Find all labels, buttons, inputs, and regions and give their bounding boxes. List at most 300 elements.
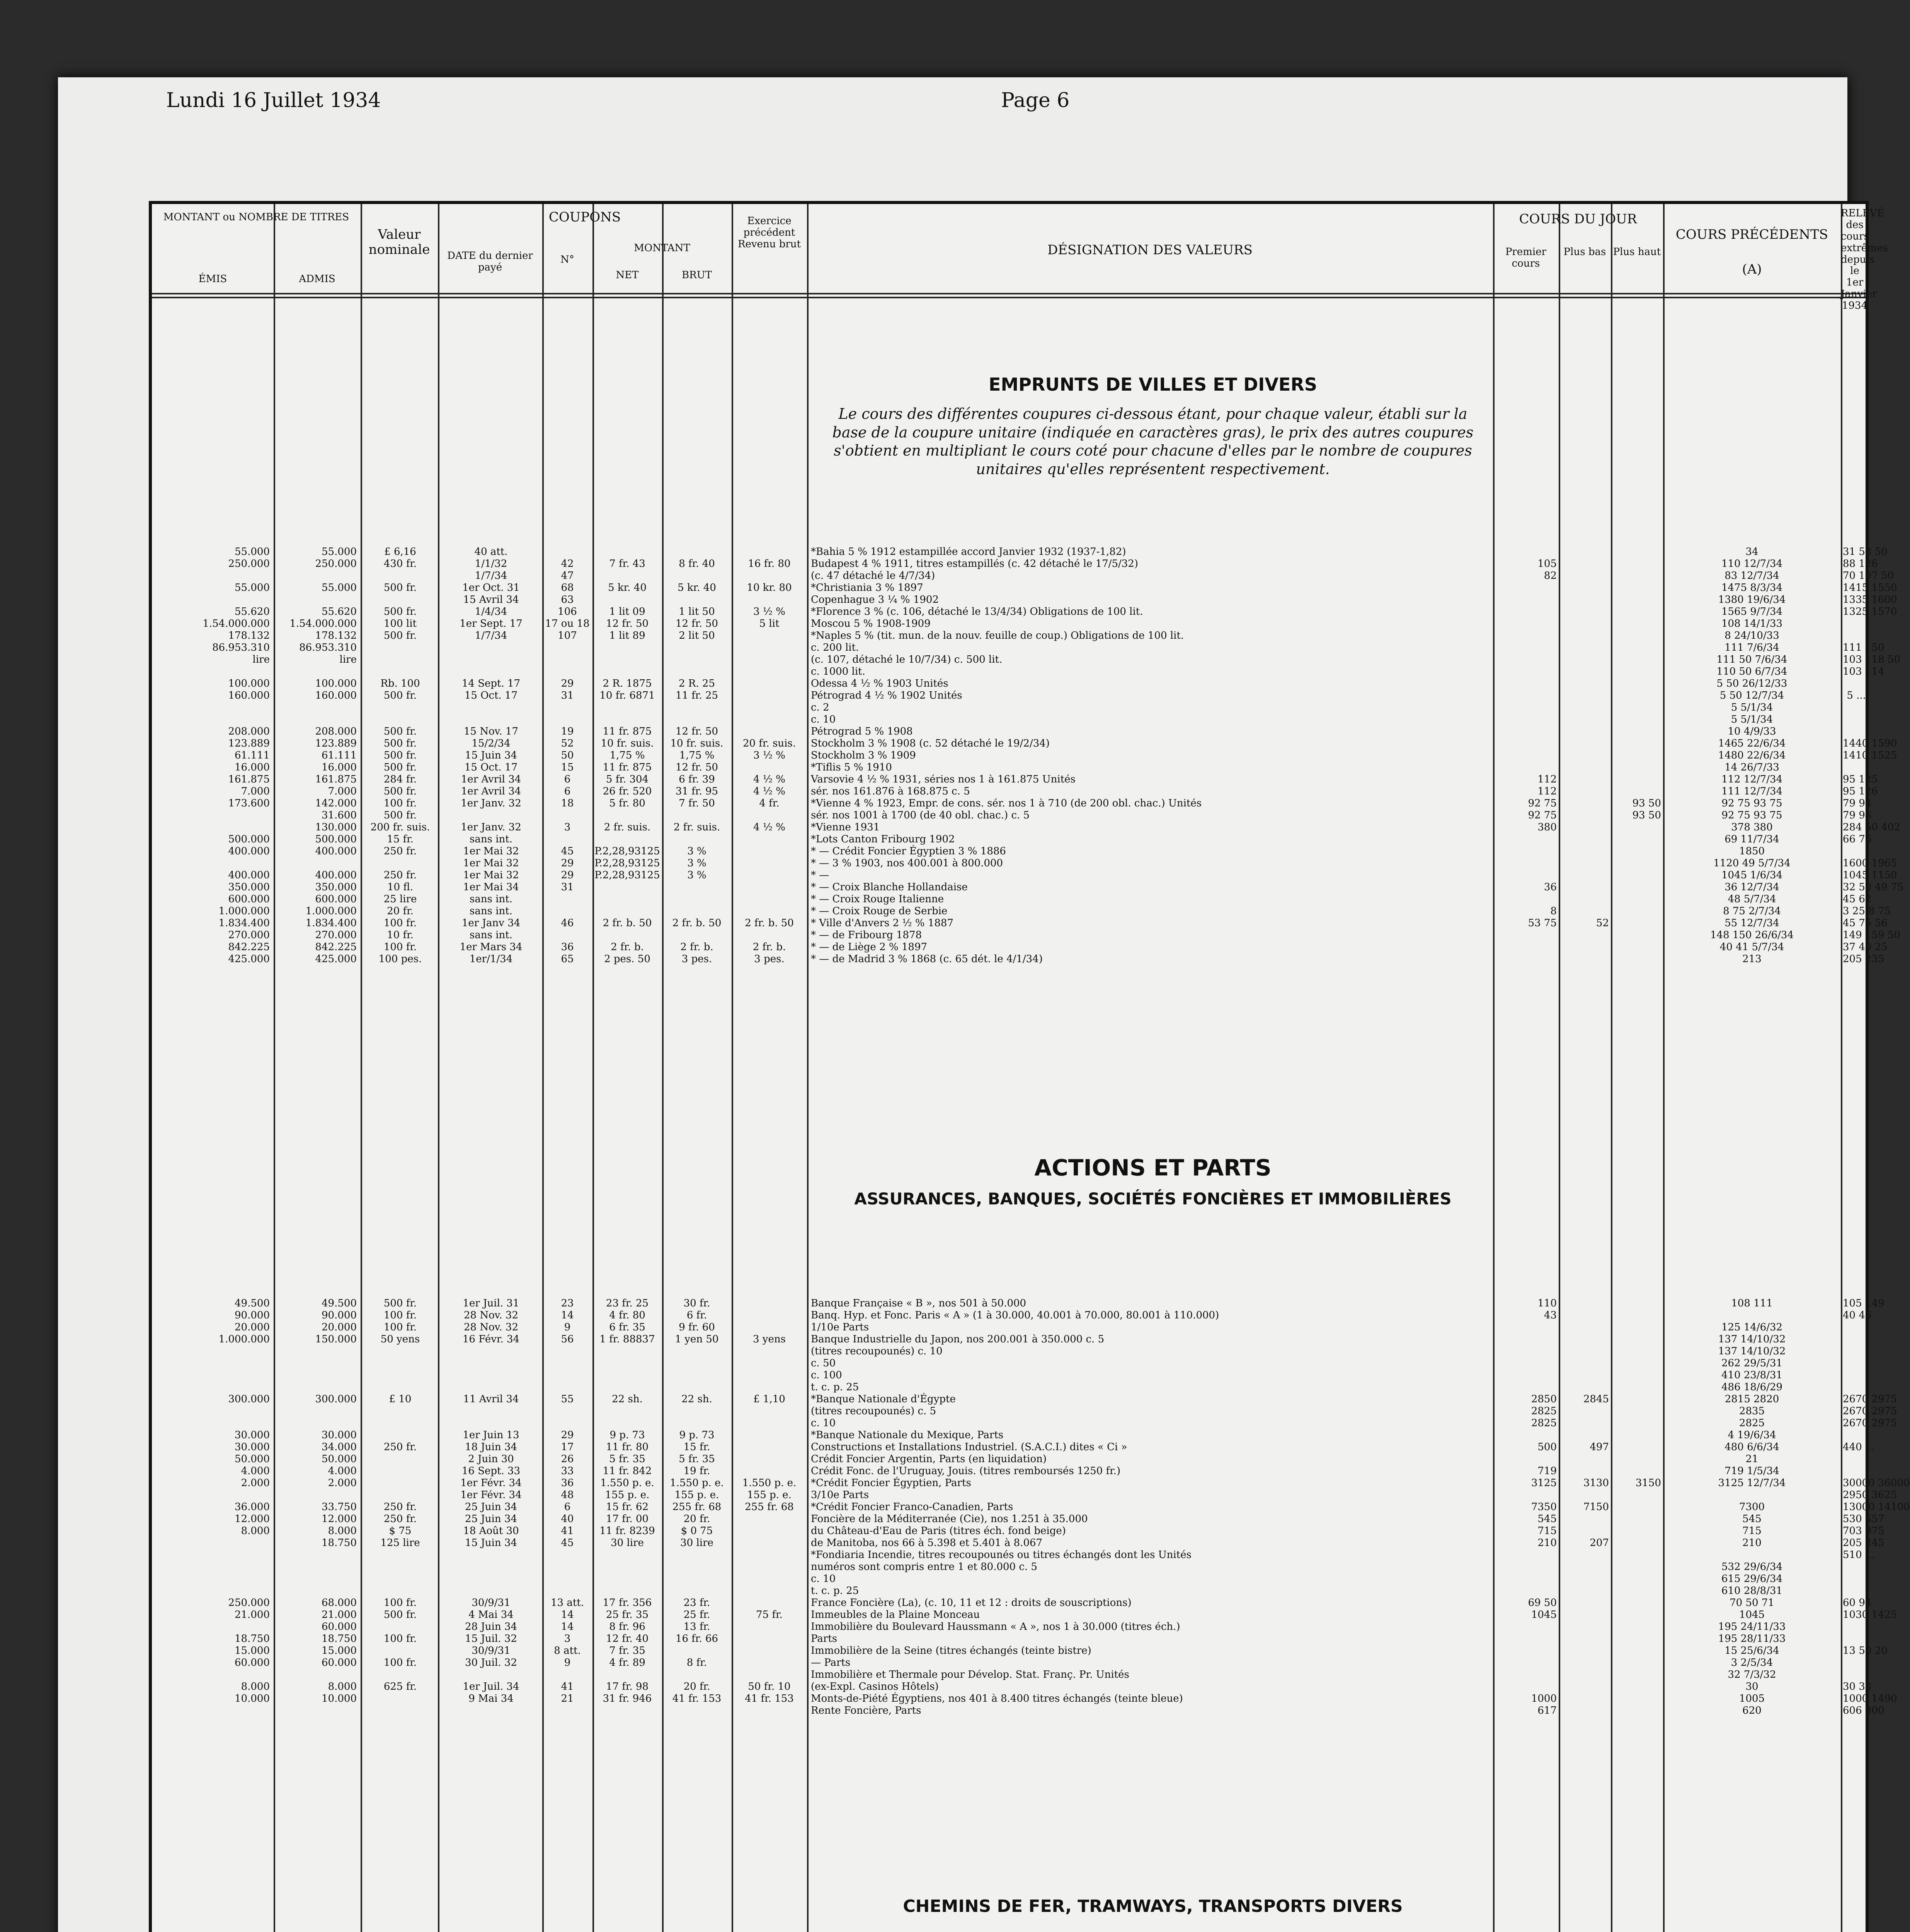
cell-valeur: 200 fr. suis. — [370, 821, 430, 833]
cell-releve: 95 125 — [1843, 774, 1878, 785]
header-cours-precedents: COURS PRÉCÉDENTS — [1675, 227, 1828, 242]
cell-admis: 61.111 — [322, 750, 357, 761]
cell-valeur: 10 fl. — [387, 881, 413, 893]
cell-admis: 270.000 — [315, 929, 357, 941]
cell-cours-precedents: 615 29/6/34 — [1721, 1573, 1783, 1585]
cell-admis: 18.750 — [322, 1633, 357, 1645]
cell-designation: Stockholm 3 % 1909 — [811, 750, 916, 761]
cell-net: 11 fr. 875 — [603, 726, 652, 737]
cell-net: 25 fr. 35 — [606, 1609, 649, 1621]
cell-releve: 103 118 50 — [1843, 654, 1900, 665]
cell-brut: $ 0 75 — [681, 1525, 713, 1537]
cell-cours-precedents: 40 41 5/7/34 — [1719, 941, 1784, 953]
table-row — [152, 1597, 1872, 1609]
cell-cours-precedents: 4 19/6/34 — [1728, 1429, 1776, 1441]
cell-cours-precedents: 111 7/6/34 — [1724, 642, 1779, 653]
cell-valeur: 500 fr. — [383, 750, 417, 761]
table-row — [152, 786, 1878, 798]
header-exercice: Exercice précédent Revenu brut — [737, 215, 801, 250]
table-row — [152, 1333, 1866, 1345]
cell-revenu: 75 fr. — [756, 1609, 783, 1621]
cell-brut: 1 lit 50 — [679, 606, 715, 617]
cell-cours-precedents: 715 — [1742, 1525, 1762, 1537]
cell-valeur: £ 10 — [389, 1393, 412, 1405]
cell-brut: 16 fr. 66 — [675, 1633, 718, 1645]
section-chemins-title: CHEMINS DE FER, TRAMWAYS, TRANSPORTS DIVERS — [903, 1896, 1403, 1916]
cell-date-coupon: 1er Oct. 31 — [462, 582, 520, 594]
cell-emis: 20.000 — [235, 1321, 270, 1333]
cell-cours-precedents: 620 — [1742, 1705, 1762, 1716]
cell-releve: 205 235 — [1843, 953, 1884, 965]
cell-date-coupon: 1er Mai 32 — [463, 869, 519, 881]
cell-releve: 66 76 — [1843, 833, 1872, 845]
cell-net: 11 fr. 842 — [603, 1465, 652, 1477]
cell-date-coupon: 15 Nov. 17 — [464, 726, 518, 737]
cell-net: 1 lit 89 — [609, 630, 645, 641]
cell-emis: 1.000.000 — [218, 1333, 270, 1345]
cell-valeur: 10 fr. — [387, 929, 414, 941]
cell-date-coupon: 16 Sept. 33 — [461, 1465, 521, 1477]
cell-premier-cours: 545 — [1537, 1513, 1557, 1525]
cell-revenu: 2 fr. b. 50 — [745, 917, 794, 929]
cell-releve: 530 557 — [1843, 1513, 1884, 1525]
cell-designation: *Fondiaria Incendie, titres recoupounés ou titres échangés dont les Unités — [811, 1549, 1192, 1561]
cell-emis: 61.111 — [235, 750, 270, 761]
cell-emis: 55.000 — [235, 546, 270, 558]
table-row — [152, 1585, 1866, 1597]
table-row — [152, 857, 1897, 869]
table-row — [152, 1393, 1897, 1405]
cell-designation: *Crédit Foncier Égyptien, Parts — [811, 1477, 971, 1489]
cell-numero-coupon: 106 — [558, 606, 577, 617]
cell-date-coupon: 11 Avril 34 — [463, 1393, 519, 1405]
cell-cours-precedents: 1465 22/6/34 — [1718, 738, 1786, 749]
cell-emis: 7.000 — [241, 786, 270, 797]
table-row — [152, 1501, 1910, 1513]
table-row — [152, 1525, 1884, 1537]
cell-net: 23 fr. 25 — [606, 1298, 649, 1309]
cell-date-coupon: 1er/1/34 — [469, 953, 513, 965]
cell-numero-coupon: 9 — [564, 1321, 571, 1333]
cell-admis: 2.000 — [328, 1477, 357, 1489]
cell-revenu: 3 pes. — [754, 953, 785, 965]
cell-designation: *Vienne 1931 — [811, 821, 880, 833]
cell-numero-coupon: 45 — [561, 845, 574, 857]
cell-net: 17 fr. 98 — [606, 1681, 649, 1692]
cell-numero-coupon: 48 — [561, 1489, 574, 1501]
table-row — [152, 1357, 1866, 1369]
cell-brut: 5 kr. 40 — [678, 582, 716, 594]
cell-designation: * — Croix Rouge Italienne — [811, 893, 944, 905]
cell-date-coupon: 1er Mai 32 — [463, 857, 519, 869]
cell-cours-precedents: 378 380 — [1731, 821, 1773, 833]
cell-cours-precedents: 112 12/7/34 — [1721, 774, 1783, 785]
cell-cours-precedents: 92 75 93 75 — [1721, 810, 1782, 821]
cell-date-coupon: 25 Juin 34 — [465, 1513, 517, 1525]
cell-valeur: 250 fr. — [383, 845, 417, 857]
cell-plus-bas: 7150 — [1583, 1501, 1609, 1513]
cell-admis: 55.000 — [322, 546, 357, 558]
cell-date-coupon: 1er Févr. 34 — [460, 1489, 522, 1501]
table-row — [152, 558, 1878, 570]
cell-cours-precedents: 213 — [1742, 953, 1762, 965]
cell-designation: (titres recoupounés) c. 5 — [811, 1405, 936, 1417]
cell-brut: 20 fr. — [683, 1513, 710, 1525]
table-row — [152, 762, 1866, 774]
cell-numero-coupon: 45 — [561, 1537, 574, 1549]
cell-cours-precedents: 32 7/3/32 — [1728, 1669, 1776, 1680]
cell-brut: 1,75 % — [679, 750, 715, 761]
cell-designation: * — 3 % 1903, nos 400.001 à 800.000 — [811, 857, 1003, 869]
header-numero: N° — [560, 254, 574, 265]
cell-admis: 60.000 — [322, 1657, 357, 1668]
cell-numero-coupon: 15 — [561, 762, 574, 773]
table-row — [152, 1310, 1872, 1321]
cell-admis: 12.000 — [322, 1513, 357, 1525]
cell-designation: Immobilière de la Seine (titres échangés (teinte bistre) — [811, 1645, 1091, 1656]
cell-releve: 31 58 50 — [1843, 546, 1888, 558]
cell-releve: 45 62 — [1843, 893, 1872, 905]
cell-date-coupon: 1/7/34 — [475, 570, 507, 582]
cell-designation: du Château-d'Eau de Paris (titres éch. fond beige) — [811, 1525, 1066, 1537]
table-row — [152, 738, 1897, 750]
cell-valeur: 500 fr. — [383, 606, 417, 617]
cell-emis: 10.000 — [235, 1693, 270, 1704]
table-row — [152, 917, 1888, 929]
cell-net: 10 fr. 6871 — [599, 690, 655, 701]
table-row — [152, 654, 1900, 666]
cell-emis: 1.000.000 — [218, 905, 270, 917]
cell-plus-bas: 2845 — [1583, 1393, 1609, 1405]
cell-cours-precedents: 14 26/7/33 — [1724, 762, 1779, 773]
cell-valeur: 100 fr. — [383, 1657, 417, 1668]
cell-valeur: 430 fr. — [383, 558, 417, 570]
cell-releve: 3 25 8 75 — [1843, 905, 1891, 917]
cell-emis: 86.953.310 — [212, 642, 270, 653]
table-row — [152, 1537, 1884, 1549]
cell-valeur: 500 fr. — [383, 738, 417, 749]
cell-designation: Foncière de la Méditerranée (Cie), nos 1.251 à 35.000 — [811, 1513, 1088, 1525]
cell-designation: *Christiania 3 % 1897 — [811, 582, 923, 594]
cell-admis: 8.000 — [328, 1681, 357, 1692]
cell-releve: 1600 1965 — [1843, 857, 1897, 869]
table-row — [152, 845, 1866, 857]
cell-cours-precedents: 110 12/7/34 — [1721, 558, 1783, 570]
cell-emis: 30.000 — [235, 1429, 270, 1441]
cell-designation: (c. 107, détaché le 10/7/34) c. 500 lit. — [811, 654, 1003, 665]
cell-admis: 400.000 — [315, 845, 357, 857]
table-row — [152, 1489, 1897, 1501]
cell-admis: 600.000 — [315, 893, 357, 905]
table-row — [152, 893, 1872, 905]
table-row — [152, 582, 1897, 594]
cell-date-coupon: 2 Juin 30 — [468, 1453, 514, 1465]
cell-admis: 55.620 — [322, 606, 357, 617]
cell-numero-coupon: 17 ou 18 — [545, 618, 590, 629]
cell-valeur: 100 pes. — [378, 953, 422, 965]
cell-releve: 105 149 — [1843, 1298, 1884, 1309]
cell-designation: (titres recoupounés) c. 10 — [811, 1345, 943, 1357]
cell-designation: *Banque Nationale du Mexique, Parts — [811, 1429, 1004, 1441]
cell-date-coupon: 1er Juil. 34 — [463, 1681, 519, 1692]
table-row — [152, 1657, 1866, 1669]
cell-admis: 425.000 — [315, 953, 357, 965]
cell-admis: 18.750 — [322, 1537, 357, 1549]
cell-releve: 1335 1600 — [1843, 594, 1897, 605]
cell-admis: 178.132 — [315, 630, 357, 641]
cell-numero-coupon: 41 — [561, 1681, 574, 1692]
cell-valeur: 15 fr. — [387, 833, 414, 845]
cell-cours-precedents: 1120 49 5/7/34 — [1713, 857, 1791, 869]
quotation-table — [149, 201, 1910, 1932]
assurances-rows — [152, 1298, 1910, 1717]
cell-premier-cours: 2825 — [1531, 1405, 1557, 1417]
cell-cours-precedents: 83 12/7/34 — [1724, 570, 1779, 582]
cell-revenu: 10 kr. 80 — [747, 582, 792, 594]
cell-releve: 37 40 25 — [1843, 941, 1888, 953]
cell-emis: 173.600 — [228, 798, 270, 809]
cell-revenu: 4 fr. — [759, 798, 780, 809]
cell-numero-coupon: 56 — [561, 1333, 574, 1345]
cell-emis: 18.750 — [235, 1633, 270, 1645]
cell-emis: 500.000 — [228, 833, 270, 845]
cell-brut: 12 fr. 50 — [675, 762, 718, 773]
cell-releve: 284 50 402 — [1843, 821, 1900, 833]
cell-admis: 90.000 — [322, 1310, 357, 1321]
cell-valeur: 100 fr. — [383, 1321, 417, 1333]
cell-designation: numéros sont compris entre 1 et 80.000 c. 5 — [811, 1561, 1037, 1573]
cell-designation: 3/10e Parts — [811, 1489, 869, 1501]
cell-cours-precedents: 2835 — [1739, 1405, 1765, 1417]
cell-cours-precedents: 532 29/6/34 — [1721, 1561, 1783, 1573]
cell-cours-precedents: 1005 — [1739, 1693, 1765, 1704]
cell-emis: 178.132 — [228, 630, 270, 641]
table-row — [152, 1405, 1897, 1417]
cell-net: 6 fr. 35 — [609, 1321, 645, 1333]
cell-admis: 350.000 — [315, 881, 357, 893]
table-row — [152, 1465, 1866, 1477]
cell-cours-precedents: 108 14/1/33 — [1721, 618, 1783, 629]
cell-net: 4 fr. 80 — [609, 1310, 645, 1321]
cell-designation: Budapest 4 % 1911, titres estampillés (c. 42 détaché le 17/5/32) — [811, 558, 1138, 570]
cell-revenu: 255 fr. 68 — [745, 1501, 794, 1513]
cell-designation: sér. nos 161.876 à 168.875 c. 5 — [811, 786, 970, 797]
cell-designation: sér. nos 1001 à 1700 (de 40 obl. chac.) c. 5 — [811, 810, 1030, 821]
header-valeur: Valeur nominale — [368, 227, 430, 258]
cell-admis: 20.000 — [322, 1321, 357, 1333]
cell-numero-coupon: 46 — [561, 917, 574, 929]
cell-emis: 600.000 — [228, 893, 270, 905]
cell-cours-precedents: 5 50 26/12/33 — [1716, 678, 1787, 689]
cell-designation: Constructions et Installations Industriel. (S.A.C.I.) dites « Ci » — [811, 1441, 1127, 1453]
table-row — [152, 833, 1872, 845]
cell-brut: 11 fr. 25 — [675, 690, 718, 701]
table-row — [152, 953, 1884, 965]
table-row — [152, 821, 1900, 833]
cell-designation: Parts — [811, 1633, 838, 1645]
cell-cours-precedents: 486 18/6/29 — [1721, 1381, 1783, 1393]
cell-designation: c. 100 — [811, 1369, 842, 1381]
cell-releve: 2670 2975 — [1843, 1417, 1897, 1429]
header-date-dernier: DATE du dernier payé — [447, 250, 533, 273]
cell-revenu: 16 fr. 80 — [748, 558, 791, 570]
cell-designation: Odessa 4 ½ % 1903 Unités — [811, 678, 948, 689]
table-row — [152, 1633, 1866, 1645]
table-row — [152, 1441, 1875, 1453]
cell-cours-precedents: 8 24/10/33 — [1724, 630, 1779, 641]
cell-net: 12 fr. 40 — [606, 1633, 649, 1645]
cell-net: 1 fr. 88837 — [599, 1333, 655, 1345]
cell-releve: 1030 1425 — [1843, 1609, 1897, 1621]
cell-releve: 1325 1570 — [1843, 606, 1897, 617]
cell-valeur: 500 fr. — [383, 582, 417, 594]
table-row — [152, 929, 1900, 941]
cell-admis: 60.000 — [322, 1621, 357, 1633]
page-number: Page 6 — [1001, 89, 1070, 112]
header-net: NET — [616, 269, 639, 281]
cell-admis: 4.000 — [328, 1465, 357, 1477]
cell-designation: *Crédit Foncier Franco-Canadien, Parts — [811, 1501, 1013, 1513]
cell-cours-precedents: 3125 12/7/34 — [1718, 1477, 1786, 1489]
cell-plus-bas: 207 — [1590, 1537, 1609, 1549]
cell-designation: t. c. p. 25 — [811, 1585, 859, 1597]
cell-date-coupon: 1er Janv. 32 — [461, 821, 521, 833]
cell-date-coupon: 28 Juin 34 — [465, 1621, 517, 1633]
cell-revenu: 3 ½ % — [753, 606, 785, 617]
cell-numero-coupon: 40 — [561, 1513, 574, 1525]
cell-numero-coupon: 17 — [561, 1441, 574, 1453]
cell-designation: c. 50 — [811, 1357, 836, 1369]
cell-admis: 34.000 — [322, 1441, 357, 1453]
cell-admis: 1.834.400 — [305, 917, 357, 929]
cell-emis: 21.000 — [235, 1609, 270, 1621]
cell-releve: 2950 3625 — [1843, 1489, 1897, 1501]
cell-designation: — Parts — [811, 1657, 851, 1668]
cell-numero-coupon: 3 — [564, 1633, 571, 1645]
table-row — [152, 1681, 1872, 1693]
cell-brut: 12 fr. 50 — [675, 618, 718, 629]
table-row — [152, 1381, 1866, 1393]
cell-cours-precedents: 195 28/11/33 — [1718, 1633, 1786, 1645]
cell-admis: 1.000.000 — [305, 905, 357, 917]
cell-designation: *Naples 5 % (tit. mun. de la nouv. feuille de coup.) Obligations de 100 lit. — [811, 630, 1184, 641]
cell-emis: 49.500 — [235, 1298, 270, 1309]
cell-cours-precedents: 1045 1/6/34 — [1721, 869, 1783, 881]
cell-releve: 5 ... — [1847, 690, 1866, 701]
cell-releve: 1045 1150 — [1843, 869, 1897, 881]
cell-date-coupon: 1er Janv 34 — [461, 917, 521, 929]
cell-admis: 161.875 — [315, 774, 357, 785]
cell-emis: 30.000 — [235, 1441, 270, 1453]
cell-releve: 79 96 — [1843, 810, 1872, 821]
cell-cours-precedents: 15 25/6/34 — [1724, 1645, 1779, 1656]
cell-emis: 2.000 — [241, 1477, 270, 1489]
cell-valeur: 100 fr. — [383, 1633, 417, 1645]
cell-cours-precedents: 1045 — [1739, 1609, 1765, 1621]
cell-date-coupon: 1er Mars 34 — [460, 941, 523, 953]
cell-emis: 1.54.000.000 — [203, 618, 270, 629]
cell-cours-precedents: 210 — [1742, 1537, 1762, 1549]
cell-premier-cours: 719 — [1537, 1465, 1557, 1477]
table-row — [152, 750, 1897, 762]
cell-valeur: 250 fr. — [383, 1441, 417, 1453]
cell-net: 5 kr. 40 — [608, 582, 647, 594]
cell-premier-cours: 53 75 — [1528, 917, 1557, 929]
table-row — [152, 630, 1866, 642]
cell-revenu: 1.550 p. e. — [742, 1477, 797, 1489]
cell-brut: 2 fr. b. — [680, 941, 713, 953]
cell-net: 1,75 % — [609, 750, 645, 761]
cell-numero-coupon: 13 att. — [550, 1597, 584, 1609]
cell-releve: 13000 14100 — [1843, 1501, 1910, 1513]
cell-brut: 3 % — [687, 869, 706, 881]
cell-numero-coupon: 41 — [561, 1525, 574, 1537]
cell-releve: 70 107 50 — [1843, 570, 1894, 582]
header-emis: ÉMIS — [198, 273, 227, 285]
cell-date-coupon: 15 Oct. 17 — [464, 762, 518, 773]
cell-date-coupon: 1er Juil. 31 — [463, 1298, 519, 1309]
cell-numero-coupon: 31 — [561, 690, 574, 701]
cell-admis: 10.000 — [322, 1693, 357, 1704]
cell-admis: 100.000 — [315, 678, 357, 689]
cell-releve: 111 150 — [1843, 642, 1884, 653]
cell-net: 7 fr. 43 — [609, 558, 645, 570]
cell-cours-precedents: 111 12/7/34 — [1721, 786, 1783, 797]
cell-brut: 12 fr. 50 — [675, 726, 718, 737]
cell-premier-cours: 715 — [1537, 1525, 1557, 1537]
cell-date-coupon: 1er Févr. 34 — [460, 1477, 522, 1489]
cell-date-coupon: 15 Juin 34 — [465, 1537, 517, 1549]
cell-revenu: 20 fr. suis. — [742, 738, 796, 749]
cell-numero-coupon: 29 — [561, 1429, 574, 1441]
cell-numero-coupon: 26 — [561, 1453, 574, 1465]
cell-valeur: 25 lire — [383, 893, 417, 905]
cell-emis: 842.225 — [228, 941, 270, 953]
cell-brut: 10 fr. suis. — [670, 738, 723, 749]
cell-numero-coupon: 42 — [561, 558, 574, 570]
header-cours-precedents-a: (A) — [1742, 262, 1762, 277]
cell-releve: 703 975 — [1843, 1525, 1884, 1537]
cell-net: 2 pes. 50 — [604, 953, 650, 965]
cell-emis: 270.000 — [228, 929, 270, 941]
cell-brut: 255 fr. 68 — [672, 1501, 722, 1513]
cell-numero-coupon: 29 — [561, 857, 574, 869]
cell-releve: 30000 36000 — [1843, 1477, 1910, 1489]
cell-premier-cours: 112 — [1537, 774, 1557, 785]
cell-premier-cours: 2825 — [1531, 1417, 1557, 1429]
cell-releve: 606 800 — [1843, 1705, 1884, 1716]
cell-admis: 31.600 — [322, 810, 357, 821]
cell-emis: 425.000 — [228, 953, 270, 965]
cell-releve: 13 50 20 — [1843, 1645, 1888, 1656]
cell-emis: lire — [252, 654, 270, 665]
cell-net: 1.550 p. e. — [600, 1477, 654, 1489]
cell-cours-precedents: 69 11/7/34 — [1724, 833, 1779, 845]
cell-cours-precedents: 8 75 2/7/34 — [1723, 905, 1781, 917]
header-brut: BRUT — [682, 269, 712, 281]
cell-valeur: 100 fr. — [383, 798, 417, 809]
cell-designation: * — Crédit Foncier Égyptien 3 % 1886 — [811, 845, 1006, 857]
cell-admis: 400.000 — [315, 869, 357, 881]
cell-net: 26 fr. 520 — [603, 786, 652, 797]
cell-date-coupon: 28 Nov. 32 — [464, 1310, 518, 1321]
cell-revenu: £ 1,10 — [753, 1393, 785, 1405]
table-row — [152, 690, 1866, 702]
cell-admis: 33.750 — [322, 1501, 357, 1513]
cell-net: 10 fr. suis. — [601, 738, 654, 749]
cell-valeur: Rb. 100 — [380, 678, 420, 689]
cell-cours-precedents: 480 6/6/34 — [1724, 1441, 1779, 1453]
